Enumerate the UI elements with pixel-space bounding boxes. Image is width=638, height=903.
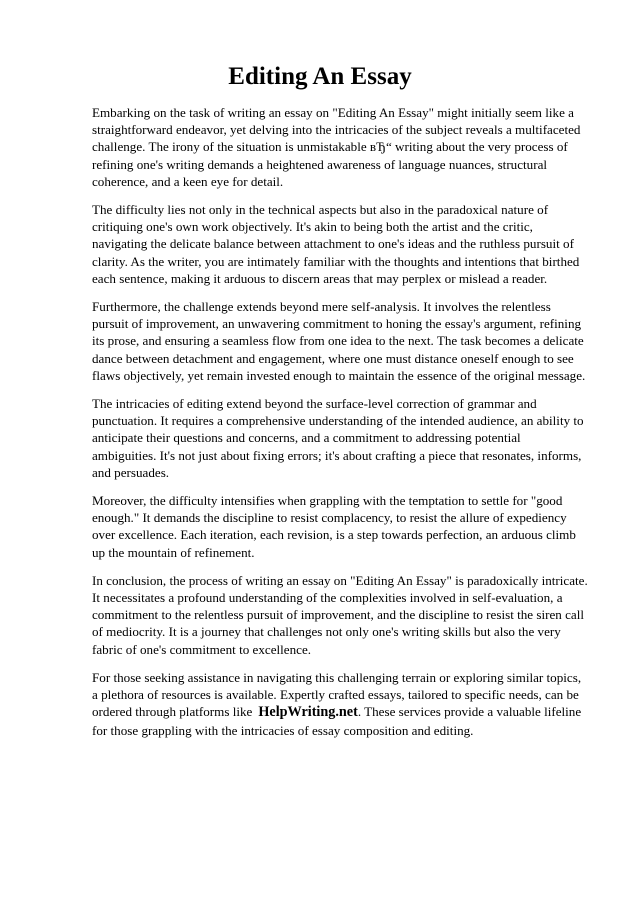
paragraph-5: Moreover, the difficulty intensifies when grappling with the temptation to settle for "good enough." It demands the discipline to resist complacency, to resist the allure of expediency over excellence. Each iteration, each revision, is a step towards perfection, an arduous climb up the mountain of refinement. <box>92 493 576 560</box>
paragraph-4: The intricacies of editing extend beyond the surface-level correction of grammar and punctuation. It requires a comprehensive understanding of the intended audience, an ability to anticipate their questions and concerns, and a commitment to addressing potential ambiguities. It's not just about fixing errors; it's about crafting a piece that resonates, informs, and persuades. <box>92 396 584 480</box>
paragraph-6: In conclusion, the process of writing an essay on "Editing An Essay" is paradoxically intricate. It necessitates a profound understanding of the complexities involved in self-evaluation, a commitment to the relentless pursuit of improvement, and the discipline to resist the siren call of mediocrity. It is a journey that challenges not only one's writing skills but also the very fabric of one's commitment to excellence. <box>92 572 588 657</box>
paragraph-2: The difficulty lies not only in the technical aspects but also in the paradoxical nature of critiquing one's own work objectively. It's akin to being both the artist and the critic, navigating the delicate balance between attachment to one's ideas and the ruthless pursuit of clarity. As the writer, you are intimately familiar with the thoughts and intentions that birthed each sentence, making it arduous to discern areas that may perplex or mislead a reader. <box>92 202 580 286</box>
closing-paragraph <box>92 669 588 739</box>
closing-text-after-link: . These services provide a valuable lifeline for those grappling with the intricacies of essay composition and editing. <box>92 704 582 738</box>
paragraph-3: Furthermore, the challenge extends beyond mere self-analysis. It involves the relentless pursuit of improvement, an unwavering commitment to honing the essay's argument, refining its prose, and ensuring a seamless flow from one idea to the next. The task becomes a delicate dance between detachment and engagement, where one must distance oneself enough to see flaws objectively, yet remain invested enough to maintain the essence of the original message. <box>92 299 586 383</box>
helpwriting-link[interactable]: HelpWriting.net <box>258 704 358 721</box>
closing-text-before-link: For those seeking assistance in navigating this challenging terrain or exploring similar topics, a plethora of resources is available. Expertly crafted essays, tailored to specific needs, can be ordered through platforms like <box>92 669 582 720</box>
document-title: Editing An Essay <box>228 63 412 90</box>
paragraph-1: Embarking on the task of writing an essay on "Editing An Essay" might initially seem like a straightforward endeavor, yet delving into the intricacies of the subject reveals a multifaceted challenge. The irony of the situation is unmistakable вЂ“ writing about the very process of refining one's writing demands a heightened awareness of language nuances, structural coherence, and a keen eye for detail. <box>92 105 581 189</box>
